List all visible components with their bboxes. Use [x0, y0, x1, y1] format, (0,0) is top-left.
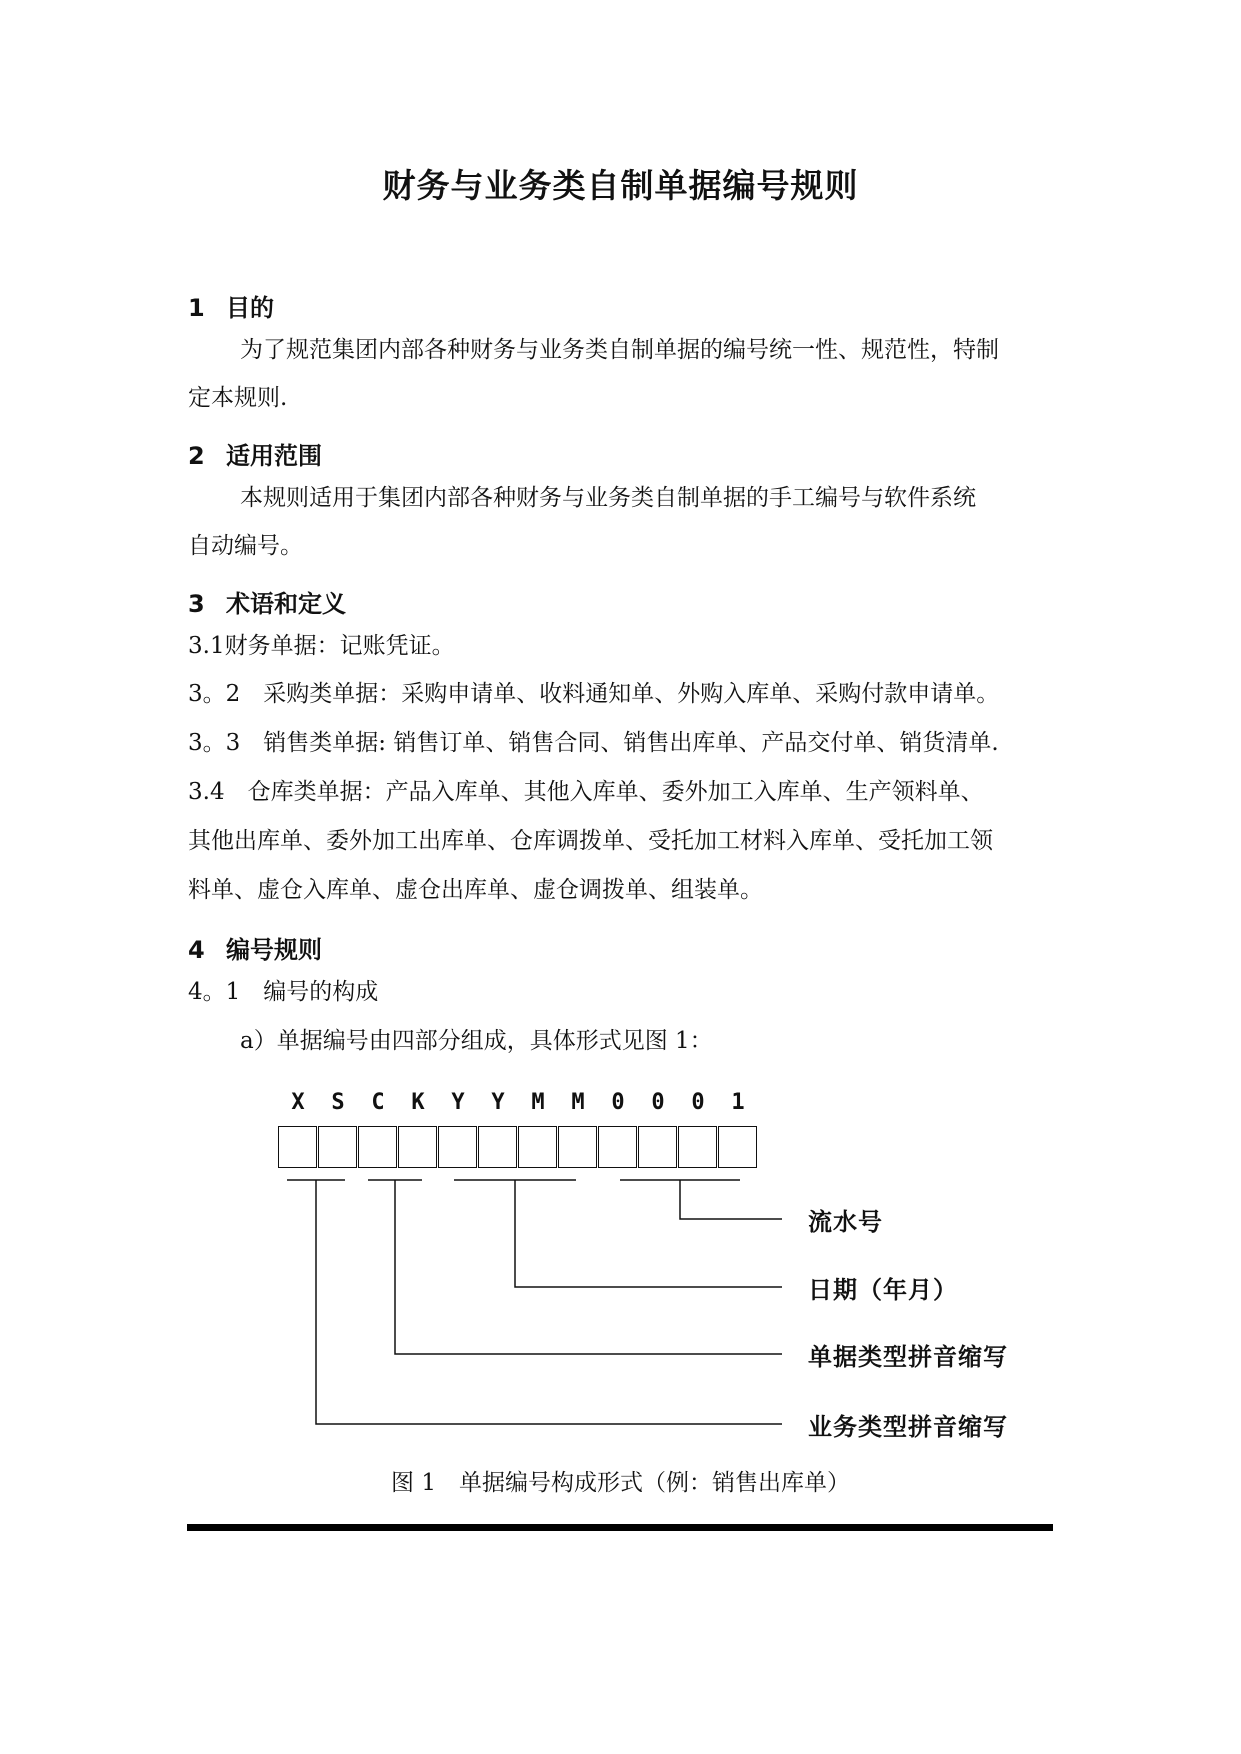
serial-number-label: 流水号	[808, 1207, 883, 1236]
paragraph: 定本规则.	[188, 385, 288, 411]
subsection-heading: 4。1 编号的构成	[188, 979, 379, 1005]
biz-type-connector	[316, 1180, 782, 1424]
section-heading-3	[188, 584, 346, 619]
section-number: 4	[188, 936, 205, 964]
document-title: 财务与业务类自制单据编号规则	[382, 166, 859, 205]
code-letter: Y	[451, 1090, 465, 1115]
paragraph: 为了规范集团内部各种财务与业务类自制单据的编号统一性、规范性，特制	[240, 337, 999, 363]
code-letter: 0	[611, 1090, 625, 1115]
code-letter: 1	[731, 1090, 745, 1115]
section-number: 1	[188, 294, 205, 322]
section-number: 2	[188, 442, 205, 470]
definition-line: 料单、虚仓入库单、虚仓出库单、虚仓调拨单、组装单。	[188, 877, 763, 903]
date-label: 日期（年月）	[808, 1275, 958, 1304]
date-connector	[515, 1180, 782, 1287]
figure-caption: 图 1 单据编号构成形式（例：销售出库单）	[391, 1470, 850, 1496]
section-heading-2	[188, 436, 322, 471]
code-letter: 0	[691, 1090, 705, 1115]
paragraph: 本规则适用于集团内部各种财务与业务类自制单据的手工编号与软件系统	[240, 485, 976, 511]
definition-line: 3。3 销售类单据: 销售订单、销售合同、销售出库单、产品交付单、销货清单.	[188, 730, 999, 756]
definition-line: 其他出库单、委外加工出库单、仓库调拨单、受托加工材料入库单、受托加工领	[188, 828, 993, 854]
definition-line: 3。2 采购类单据：采购申请单、收料通知单、外购入库单、采购付款申请单。	[188, 681, 1000, 707]
code-letter: Y	[491, 1090, 505, 1115]
doc-type-connector	[395, 1180, 782, 1354]
code-letter: M	[571, 1090, 585, 1115]
definition-line: 3.1财务单据：记账凭证。	[188, 633, 455, 659]
list-item: a）单据编号由四部分组成，具体形式见图 1：	[240, 1028, 713, 1054]
code-letter: 0	[651, 1090, 665, 1115]
code-letter: K	[411, 1090, 425, 1115]
page-divider	[187, 1524, 1053, 1531]
doc-type-label: 单据类型拼音缩写	[808, 1342, 1008, 1371]
code-letter: X	[291, 1090, 305, 1115]
paragraph: 自动编号。	[188, 533, 303, 559]
section-title: 术语和定义	[226, 590, 346, 618]
section-heading-4	[188, 930, 322, 965]
code-letter: C	[371, 1090, 385, 1115]
section-title: 目的	[226, 294, 274, 322]
code-letter: S	[331, 1090, 345, 1115]
definition-line: 3.4 仓库类单据：产品入库单、其他入库单、委外加工入库单、生产领料单、	[188, 779, 984, 805]
biz-type-label: 业务类型拼音缩写	[808, 1412, 1008, 1441]
section-title: 适用范围	[226, 442, 322, 470]
section-heading-1	[188, 288, 274, 323]
code-letter: M	[531, 1090, 545, 1115]
serial-connector	[680, 1180, 782, 1219]
section-number: 3	[188, 590, 205, 618]
section-title: 编号规则	[226, 936, 322, 964]
numbering-structure-diagram	[270, 1090, 1020, 1470]
